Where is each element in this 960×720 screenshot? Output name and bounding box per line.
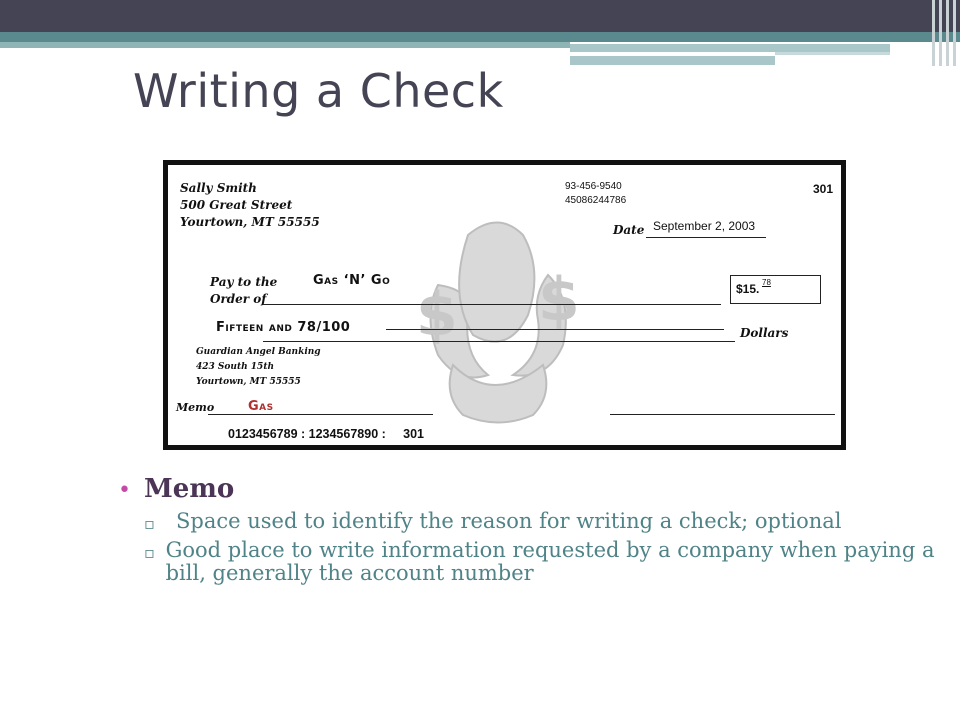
bullet-list: [118, 474, 938, 585]
check-image: [163, 160, 846, 450]
check-number: 301: [813, 182, 834, 196]
micr-line: 0123456789 : 1234567890 : 301: [228, 427, 425, 441]
dollars-label: Dollars: [740, 326, 789, 340]
routing-info: 93-456-9540: [565, 181, 622, 192]
header-accent-bar: [0, 32, 960, 42]
memo-label: Memo: [176, 401, 215, 414]
payer-name: Sally Smith: [180, 181, 257, 195]
header-accent-bar: [0, 42, 570, 48]
date-label: Date: [613, 223, 645, 237]
amount-value: $15.: [736, 282, 760, 296]
money-bag-watermark-icon: [398, 195, 598, 425]
slide-title: Writing a Check: [133, 64, 504, 118]
header-decoration: [928, 0, 960, 66]
bank-city: Yourtown, MT 55555: [196, 377, 301, 387]
amount-cents: 78: [762, 278, 771, 287]
bank-name: Guardian Angel Banking: [196, 347, 321, 357]
svg-text:$: $: [538, 265, 580, 335]
amount-in-words: Fifteen and 78/100: [216, 320, 351, 335]
sub-bullet-icon: ▫: [144, 543, 155, 562]
memo-value: Gas: [248, 399, 274, 414]
bullet-dot-icon: •: [118, 478, 131, 503]
sub-bullet-icon: ▫: [144, 514, 155, 533]
bank-street: 423 South 15th: [196, 362, 275, 372]
header-bar: [0, 0, 960, 32]
bullet-heading-item: [118, 474, 938, 504]
sub-bullet-text: Good place to write information requested by a company when paying a bill, generally the account number: [165, 538, 935, 585]
sub-bullet-item: [144, 510, 938, 533]
header-accent-bar: [775, 52, 890, 55]
payee-name: Gas ‘N’ Go: [313, 273, 391, 288]
payer-city: Yourtown, MT 55555: [180, 215, 320, 229]
date-value: September 2, 2003: [653, 219, 756, 233]
pay-to-label: Pay to the: [210, 275, 278, 289]
sub-bullet-item: [144, 539, 938, 585]
bullet-heading: Memo: [144, 474, 235, 504]
header-accent-bar: [570, 44, 890, 52]
svg-text:$: $: [416, 280, 458, 350]
routing-info: 45086244786: [565, 195, 627, 206]
pay-to-label: Order of: [210, 292, 267, 306]
payer-street: 500 Great Street: [180, 198, 293, 212]
header-accent-bar: [570, 56, 775, 65]
sub-bullet-text: Space used to identify the reason for writing a check; optional: [176, 509, 842, 533]
